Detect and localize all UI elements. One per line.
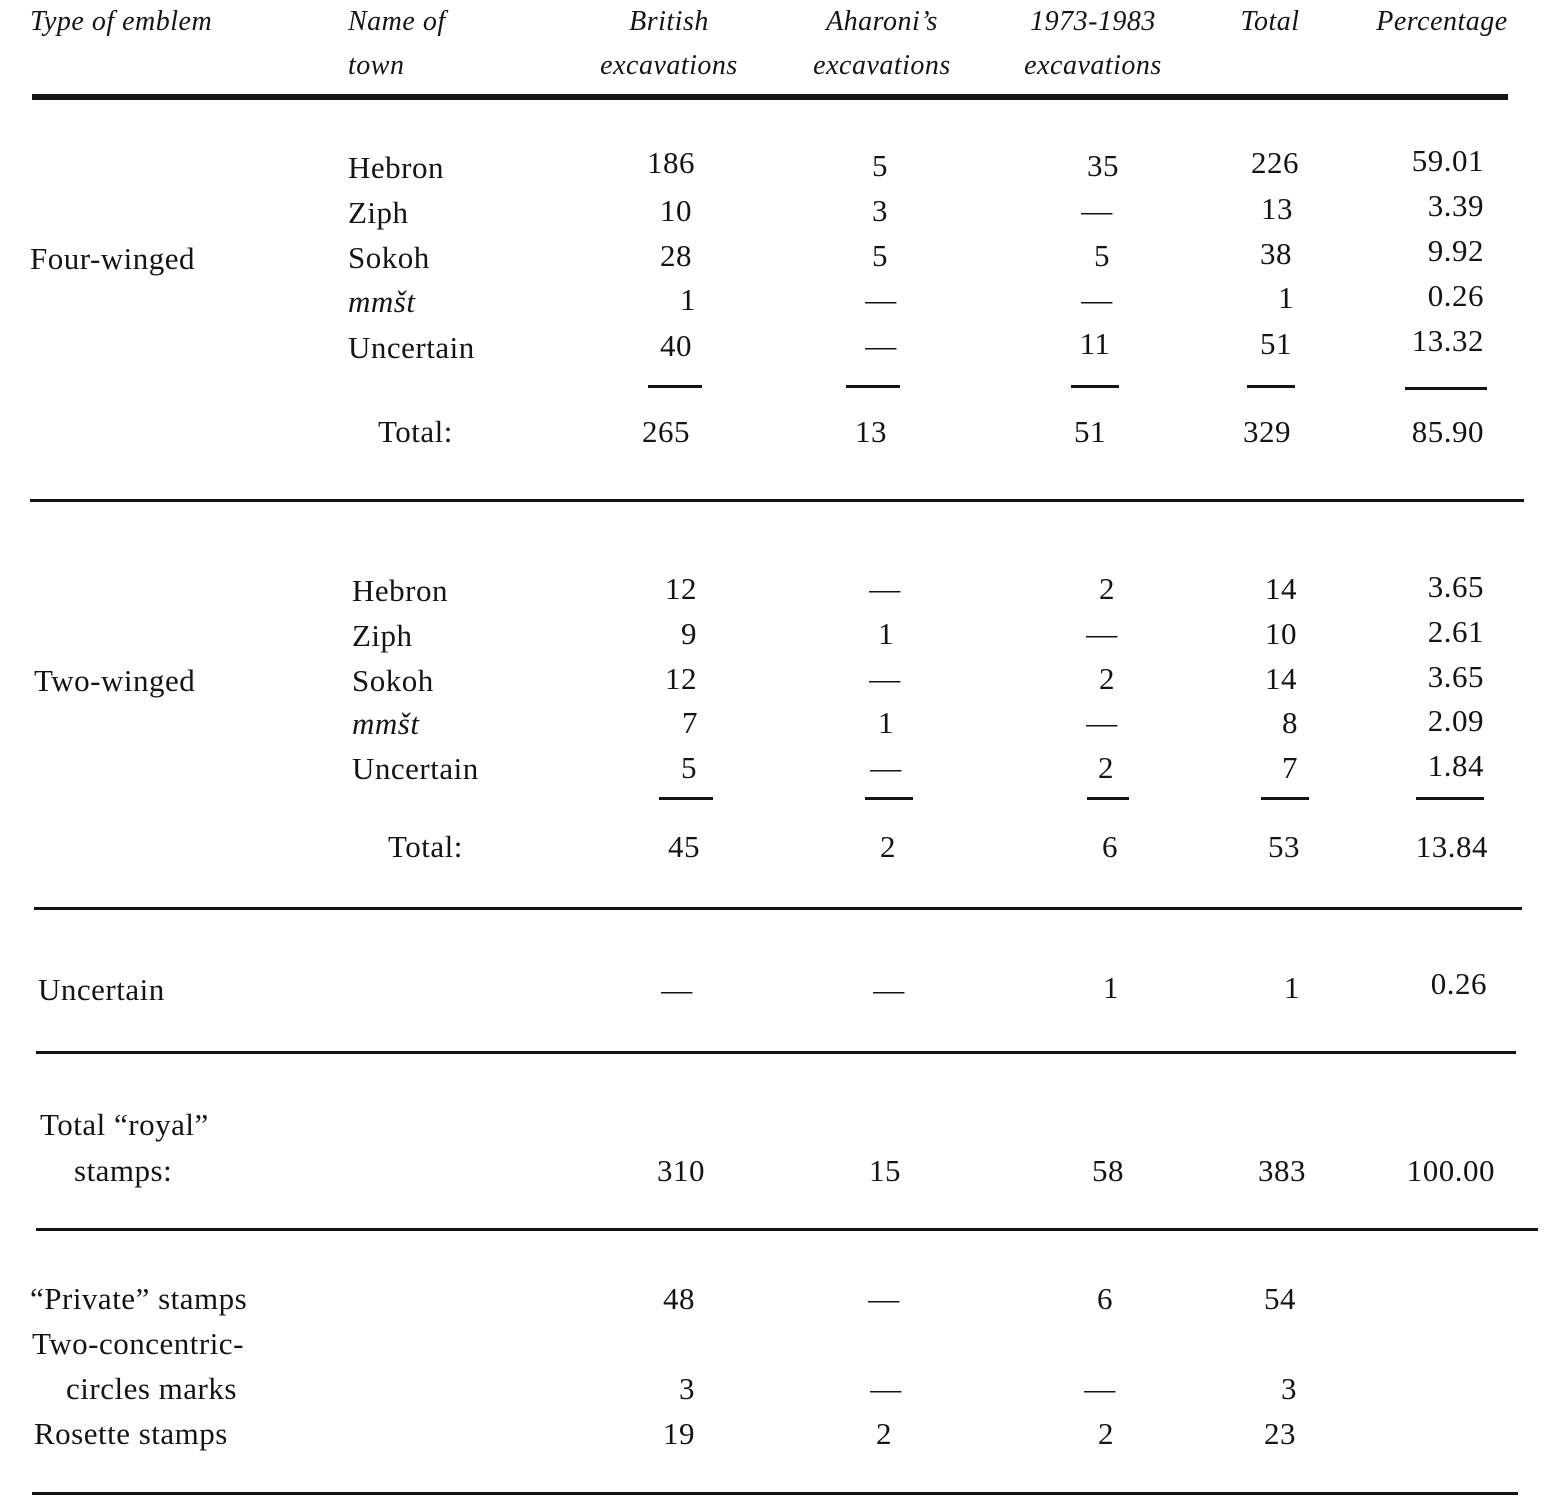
british-total: 265 — [642, 414, 690, 449]
recent-value: 2 — [1099, 661, 1115, 696]
section-total-label: Total: — [378, 414, 453, 449]
recent-value: — — [1086, 616, 1118, 651]
aharoni-value: — — [869, 571, 901, 606]
british-value: 5 — [681, 750, 697, 785]
aharoni-value: — — [869, 661, 901, 696]
aharoni-value: — — [870, 1371, 902, 1406]
total-value: 3 — [1281, 1371, 1297, 1406]
town-name: Sokoh — [352, 663, 434, 698]
aharoni-value: — — [865, 328, 897, 363]
royal-total-label-line2: stamps: — [74, 1153, 173, 1188]
bottom-divider — [32, 1492, 1518, 1495]
emblem-label-four-winged: Four-winged — [30, 241, 196, 276]
percentage-value: 2.09 — [1427, 703, 1484, 738]
percentage-total: 13.84 — [1415, 829, 1488, 864]
british-value: 186 — [647, 145, 695, 180]
header-british-excavations: British excavations — [600, 6, 738, 81]
total-total: 53 — [1268, 829, 1300, 864]
subtotal-underline — [846, 385, 900, 388]
british-value: 10 — [660, 193, 692, 228]
total-value: 14 — [1265, 571, 1297, 606]
aharoni-value: 3 — [872, 193, 888, 228]
percentage-value: 13.32 — [1411, 323, 1484, 358]
percentage-total: 85.90 — [1411, 414, 1484, 449]
percentage-value: 9.92 — [1427, 233, 1484, 268]
aharoni-total: 13 — [855, 414, 887, 449]
rosette-stamps-label: Rosette stamps — [34, 1416, 228, 1451]
subtotal-underline — [1247, 385, 1295, 388]
british-total: 45 — [668, 829, 700, 864]
british-value: 7 — [682, 705, 698, 740]
section-divider — [34, 907, 1522, 910]
total-value: 1 — [1284, 970, 1300, 1005]
percentage-value: 3.65 — [1427, 659, 1484, 694]
recent-total: 51 — [1074, 414, 1106, 449]
total-value: 8 — [1282, 705, 1298, 740]
header-type-of-emblem: Type of emblem — [30, 6, 213, 37]
recent-total: 58 — [1092, 1153, 1124, 1188]
recent-total: 6 — [1102, 829, 1118, 864]
total-value: 13 — [1261, 191, 1293, 226]
total-total: 383 — [1258, 1153, 1306, 1188]
british-value: 9 — [681, 616, 697, 651]
subtotal-underline — [1087, 797, 1129, 800]
section-total-label: Total: — [388, 829, 463, 864]
royal-total-label-line1: Total “royal” — [40, 1107, 209, 1142]
header-aharoni-excavations: Aharoni’s excavations — [813, 6, 951, 81]
emblem-label-uncertain: Uncertain — [38, 972, 165, 1007]
subtotal-underline — [1416, 797, 1484, 800]
section-divider — [36, 1228, 1538, 1231]
british-value: 40 — [660, 328, 692, 363]
british-value: 28 — [660, 238, 692, 273]
british-value: 3 — [679, 1371, 695, 1406]
total-value: 23 — [1264, 1416, 1296, 1451]
aharoni-value: 2 — [876, 1416, 892, 1451]
private-stamps-label: “Private” stamps — [30, 1281, 248, 1316]
town-name: Hebron — [352, 573, 448, 608]
total-value: 226 — [1251, 145, 1299, 180]
british-value: 19 — [663, 1416, 695, 1451]
aharoni-value: — — [868, 1281, 900, 1316]
aharoni-total: 2 — [880, 829, 896, 864]
percentage-value: 3.39 — [1427, 188, 1484, 223]
town-name: mmšt — [348, 284, 416, 319]
town-name: Hebron — [348, 150, 444, 185]
two-concentric-label-line1: Two-concentric- — [32, 1326, 244, 1361]
header-1973-1983-excavations: 1973-1983 excavations — [1024, 6, 1162, 81]
recent-value: 2 — [1098, 1416, 1114, 1451]
aharoni-value: 5 — [872, 148, 888, 183]
section-divider — [36, 1051, 1516, 1054]
recent-value: 6 — [1097, 1281, 1113, 1316]
aharoni-value: — — [865, 282, 897, 317]
town-name: Sokoh — [348, 240, 430, 275]
percentage-value: 3.65 — [1427, 569, 1484, 604]
header-divider — [32, 94, 1508, 100]
recent-value: 1 — [1103, 970, 1119, 1005]
british-value: 48 — [663, 1281, 695, 1316]
recent-value: 2 — [1098, 750, 1114, 785]
recent-value: 2 — [1099, 571, 1115, 606]
emblem-label-two-winged: Two-winged — [34, 663, 196, 698]
total-value: 7 — [1282, 750, 1298, 785]
town-name: Uncertain — [352, 751, 479, 786]
aharoni-total: 15 — [869, 1153, 901, 1188]
total-total: 329 — [1243, 414, 1291, 449]
section-divider — [30, 499, 1524, 502]
recent-value: 5 — [1094, 238, 1110, 273]
british-value: 1 — [680, 282, 696, 317]
recent-value: — — [1086, 705, 1118, 740]
british-total: 310 — [657, 1153, 705, 1188]
recent-value: — — [1084, 1371, 1116, 1406]
subtotal-underline — [1405, 387, 1487, 390]
percentage-value: 1.84 — [1427, 748, 1484, 783]
total-value: 38 — [1260, 236, 1292, 271]
recent-value: 35 — [1087, 148, 1119, 183]
total-value: 51 — [1260, 326, 1292, 361]
percentage-value: 2.61 — [1427, 614, 1484, 649]
percentage-value: 0.26 — [1427, 278, 1484, 313]
percentage-value: 0.26 — [1430, 966, 1487, 1001]
percentage-value: 59.01 — [1411, 143, 1484, 178]
british-value: 12 — [665, 571, 697, 606]
recent-value: — — [1081, 193, 1113, 228]
percentage-total: 100.00 — [1406, 1153, 1495, 1188]
total-value: 10 — [1265, 616, 1297, 651]
british-value: 12 — [665, 661, 697, 696]
subtotal-underline — [865, 797, 913, 800]
british-value: — — [661, 972, 693, 1007]
aharoni-value: 5 — [872, 238, 888, 273]
aharoni-value: — — [873, 972, 905, 1007]
subtotal-underline — [1071, 385, 1119, 388]
aharoni-value: 1 — [878, 616, 894, 651]
town-name: mmšt — [352, 706, 420, 741]
two-concentric-label-line2: circles marks — [66, 1371, 237, 1406]
recent-value: — — [1081, 282, 1113, 317]
total-value: 14 — [1265, 661, 1297, 696]
aharoni-value: 1 — [878, 705, 894, 740]
subtotal-underline — [1261, 797, 1309, 800]
total-value: 54 — [1264, 1281, 1296, 1316]
subtotal-underline — [648, 385, 702, 388]
header-name-of-town: Name of town — [348, 6, 446, 81]
header-percentage: Percentage — [1376, 6, 1508, 37]
aharoni-value: — — [870, 750, 902, 785]
header-total: Total — [1240, 6, 1300, 37]
recent-value: 11 — [1079, 326, 1111, 361]
town-name: Ziph — [352, 618, 413, 653]
subtotal-underline — [659, 797, 713, 800]
town-name: Ziph — [348, 195, 409, 230]
town-name: Uncertain — [348, 330, 475, 365]
total-value: 1 — [1278, 280, 1294, 315]
